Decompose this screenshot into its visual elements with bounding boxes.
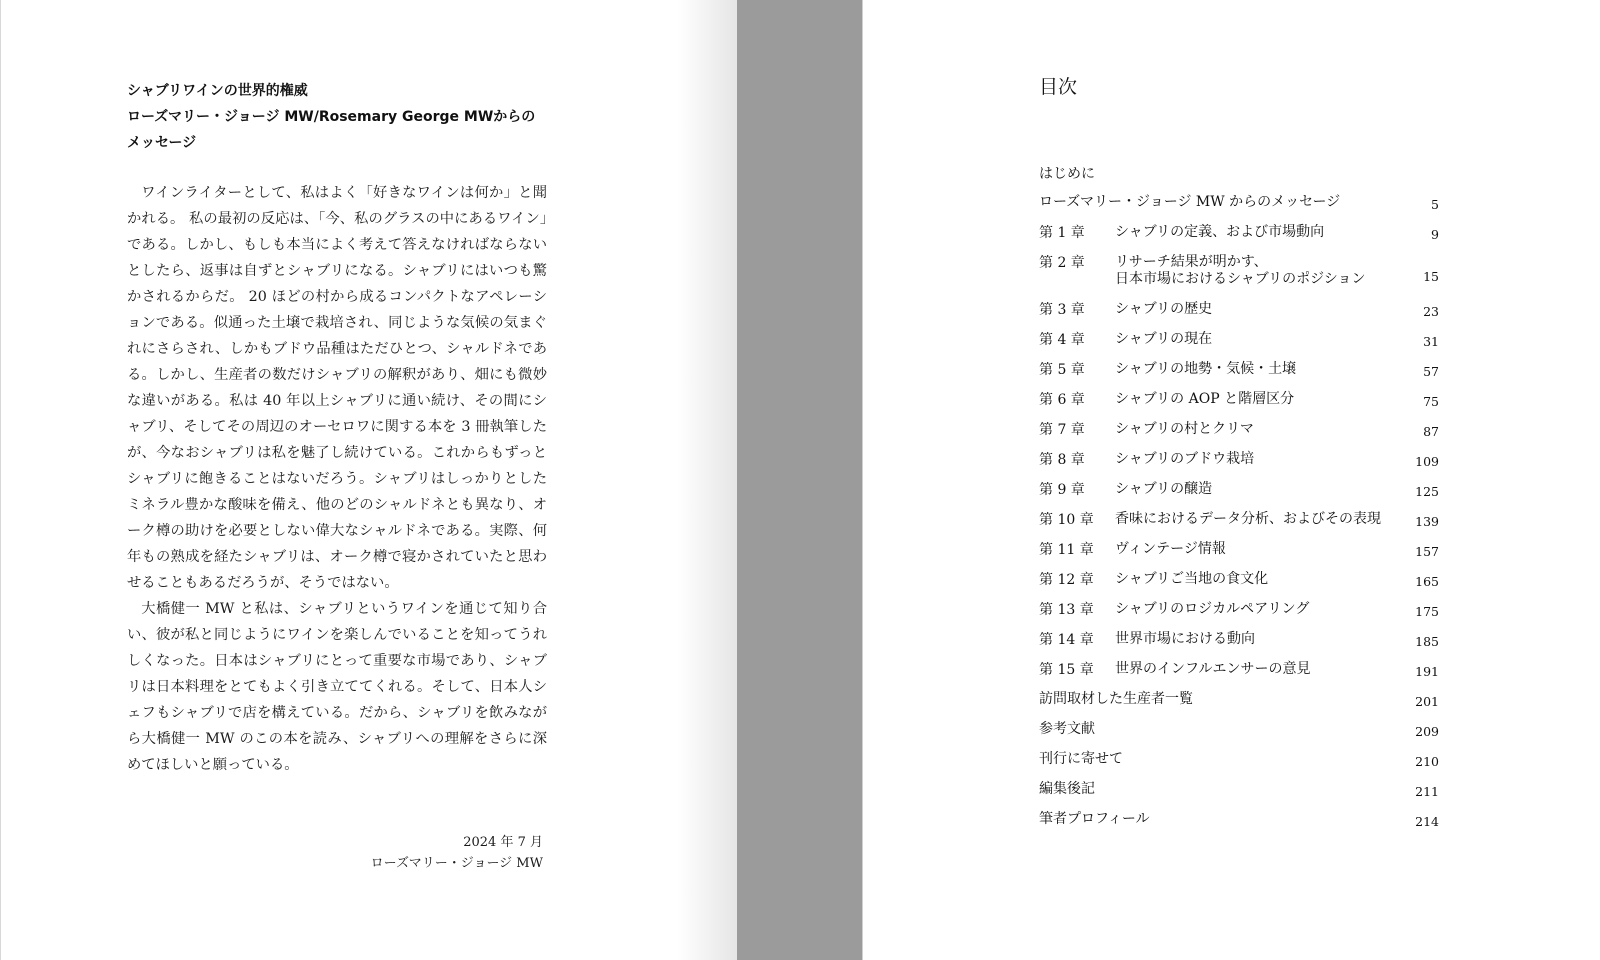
toc-entry[interactable] [1039,510,1439,540]
toc-chapter-number: 第 1 章 [1039,225,1085,241]
toc-entry-title: シャブリの村とクリマ [1115,421,1254,437]
toc-entry[interactable] [1039,810,1439,840]
toc-chapter-number: 第 10 章 [1039,512,1094,528]
message-paragraph: 大橋健一 MW と私は、シャブリというワインを通じて知り合い、彼が私と同じようにワインを楽しんでいることを知ってうれしくなった。日本はシャブリにとって重要な市場であり、シャブリは日本料理をとてもよく引き立ててくれる。そして、日本人シェフもシャブリで店を構えている。だから、シャブリを飲みながら大橋健一 MW のこの本を読み、シャブリへの理解をさらに深めてほしいと願っている。 [127,601,547,773]
toc-page-number: 211 [1415,784,1439,799]
toc-entry[interactable] [1039,300,1439,330]
toc-entry-title: シャブリの現在 [1115,331,1213,347]
toc-entry[interactable] [1039,450,1439,480]
toc-entry[interactable] [1039,540,1439,570]
toc-entry[interactable] [1039,193,1439,223]
toc-entry-title: 世界市場における動向 [1115,631,1255,647]
toc-page-number: 201 [1415,694,1439,709]
toc-chapter-number: 第 5 章 [1039,362,1085,378]
toc-page-number: 75 [1423,394,1439,409]
toc-page-number: 109 [1415,454,1439,469]
toc-entry-title: シャブリご当地の食文化 [1115,571,1269,587]
message-title-line: シャブリワインの世界的権威 [127,83,308,99]
toc-page-number: 210 [1415,754,1439,769]
toc-chapter-number: 第 3 章 [1039,302,1085,318]
toc-entry[interactable] [1039,690,1439,720]
toc-chapter-number: 第 11 章 [1039,542,1094,558]
toc-page-number: 191 [1415,664,1439,679]
toc-entry[interactable] [1039,390,1439,420]
message-title-line: メッセージ [127,135,197,151]
toc-page-number: 15 [1423,269,1439,284]
toc-entry-title: 筆者プロフィール [1039,811,1150,827]
toc-entry[interactable] [1039,223,1439,253]
toc-entry-title: 参考文献 [1039,721,1095,737]
signature-name: ローズマリー・ジョージ MW [370,856,543,871]
toc-entry[interactable] [1039,660,1439,690]
toc-entry-title: シャブリの地勢・気候・土壌 [1115,361,1297,377]
toc-entry[interactable] [1039,630,1439,660]
toc-entry-title: シャブリのロジカルペアリング [1115,601,1310,617]
toc-entry[interactable] [1039,600,1439,630]
left-page [0,0,737,960]
message-title [127,78,627,156]
toc-entry-title: シャブリの醸造 [1115,481,1213,497]
toc-title: 目次 [1039,76,1078,98]
toc-page-number: 214 [1415,814,1439,829]
toc-entry-title: シャブリのブドウ栽培 [1115,451,1255,467]
toc-chapter-number: 第 6 章 [1039,392,1085,408]
signature-date: 2024 年 7 月 [463,835,543,850]
toc-entry[interactable] [1039,360,1439,390]
toc-entry[interactable] [1039,570,1439,600]
toc-entry[interactable] [1039,253,1439,300]
toc-page-number: 125 [1415,484,1439,499]
page-gutter [737,0,862,960]
toc-chapter-number: 第 14 章 [1039,632,1094,648]
toc-chapter-number: 第 12 章 [1039,572,1094,588]
toc-entry[interactable] [1039,720,1439,750]
toc-entry[interactable] [1039,330,1439,360]
toc-page-number: 87 [1423,424,1439,439]
toc-entry-title: シャブリの歴史 [1115,301,1213,317]
toc-entry-title: シャブリの定義、および市場動向 [1115,224,1325,240]
toc-page-number: 209 [1415,724,1439,739]
toc-chapter-number: 第 13 章 [1039,602,1094,618]
toc-entry-title: 刊行に寄せて [1039,751,1123,767]
toc-list [1039,193,1439,840]
toc-page-number: 165 [1415,574,1439,589]
message-title-line: ローズマリー・ジョージ MW/Rosemary George MWからの [127,109,536,125]
toc-page-number: 5 [1431,197,1439,212]
toc-page-number: 31 [1423,334,1439,349]
toc-entry-title: ヴィンテージ情報 [1115,541,1226,557]
toc-entry-title: 訪問取材した生産者一覧 [1039,691,1193,707]
toc-page-number: 175 [1415,604,1439,619]
toc-chapter-number: 第 4 章 [1039,332,1085,348]
toc-chapter-number: 第 2 章 [1039,255,1085,271]
toc-chapter-number: 第 9 章 [1039,482,1085,498]
right-page [862,0,1600,960]
toc-entry-title: 編集後記 [1039,781,1095,797]
message-body [127,180,547,778]
toc-intro-heading: はじめに [1039,166,1095,182]
toc-chapter-number: 第 7 章 [1039,422,1085,438]
toc-entry-title: リサーチ結果が明かす、 日本市場におけるシャブリのポジション [1115,254,1366,287]
toc-entry-title: ローズマリー・ジョージ MW からのメッセージ [1039,194,1341,210]
toc-page-number: 23 [1423,304,1439,319]
toc-chapter-number: 第 8 章 [1039,452,1085,468]
toc-entry-title: 香味におけるデータ分析、およびその表現 [1115,511,1381,527]
toc-page-number: 185 [1415,634,1439,649]
toc-entry[interactable] [1039,750,1439,780]
toc-page-number: 9 [1431,227,1439,242]
toc-entry-title: 世界のインフルエンサーの意見 [1115,661,1311,677]
toc-entry[interactable] [1039,420,1439,450]
toc-page-number: 57 [1423,364,1439,379]
message-paragraph: ワインライターとして、私はよく「好きなワインは何か」と聞かれる。 私の最初の反応は、「今、私のグラスの中にあるワイン」である。しかし、もしも本当によく考えて答えなければならないとしたら、返事は自ずとシャブリになる。シャブリにはいつも驚かされるからだ。 20 ほどの村から成るコンパクトなアペレーションである。似通った土壌で栽培され、同じような気候の気まぐれにさらされ、しかもブドウ品種はただひとつ、シャルドネである。しかし、生産者の数だけシャブリの解釈があり、畑にも微妙な違いがある。私は 40 年以上シャブリに通い続け、その間にシャブリ、そしてその周辺のオーセロワに関する本を 3 冊執筆したが、今なおシャブリは私を魅了し続けている。これからもずっとシャブリに飽きることはないだろう。シャブリはしっかりとしたミネラル豊かな酸味を備え、他のどのシャルドネとも異なり、オーク樽の助けを必要としない偉大なシャルドネである。実際、何年もの熟成を経たシャブリは、オーク樽で寝かされていたと思わせることもあるだろうが、そうではない。 [127,185,547,591]
toc-chapter-number: 第 15 章 [1039,662,1094,678]
signature-block [127,832,543,874]
toc-entry[interactable] [1039,780,1439,810]
toc-page-number: 139 [1415,514,1439,529]
toc-page-number: 157 [1415,544,1439,559]
toc-entry[interactable] [1039,480,1439,510]
toc-entry-title: シャブリの AOP と階層区分 [1115,391,1295,407]
